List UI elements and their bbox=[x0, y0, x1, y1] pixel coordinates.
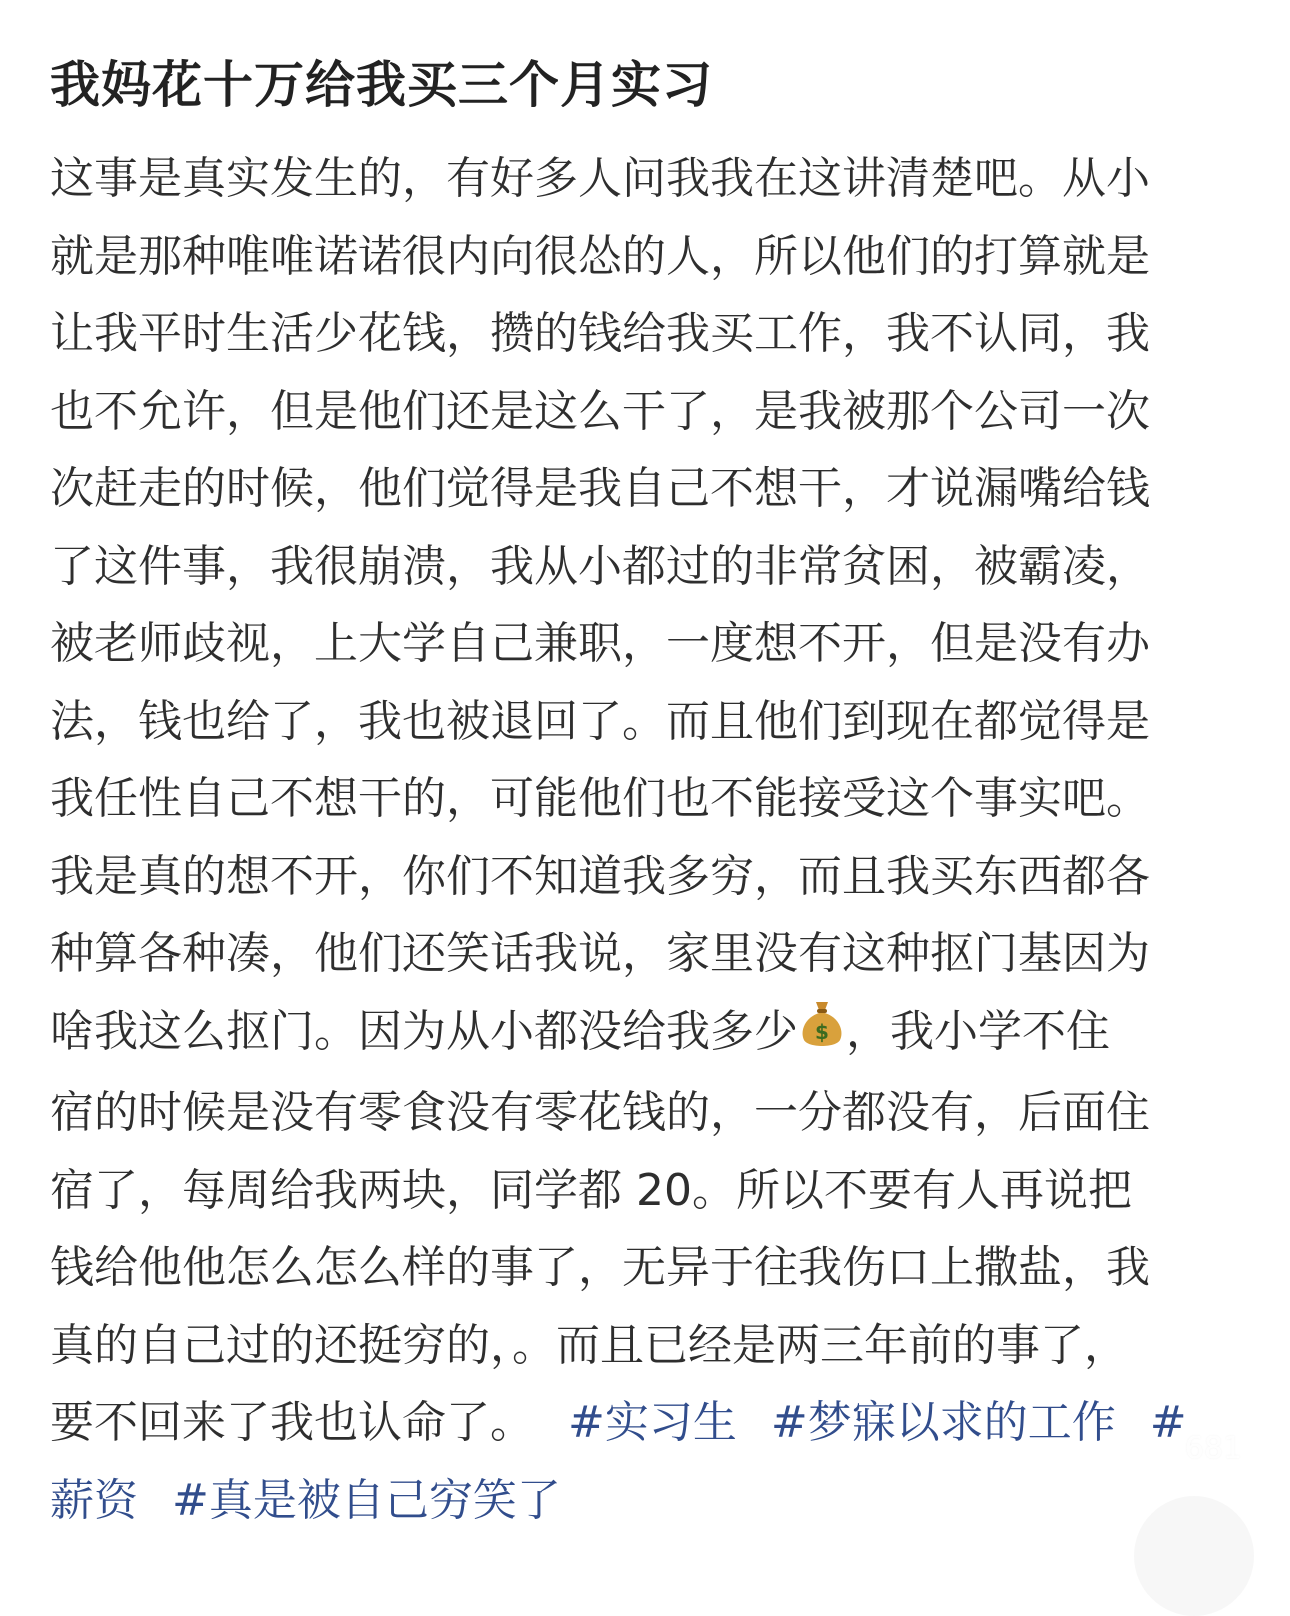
body-line-with-emoji bbox=[50, 993, 1250, 1075]
body-text: 啥我这么抠门。因为从小都没给我多少 bbox=[50, 1005, 798, 1057]
svg-text:$: $ bbox=[815, 1019, 829, 1044]
post-body bbox=[50, 140, 1250, 1539]
body-line: 种算各种凑，他们还笑话我说，家里没有这种抠门基因为 bbox=[50, 928, 1150, 979]
floating-button[interactable] bbox=[1134, 1496, 1254, 1616]
body-line-with-tags bbox=[50, 1384, 1250, 1462]
hashtag-link[interactable]: #梦寐以求的工作 bbox=[770, 1397, 1116, 1448]
post bbox=[50, 52, 1250, 1539]
body-line: 就是那种唯唯诺诺很内向很怂的人，所以他们的打算就是 bbox=[50, 230, 1150, 282]
post-title: 我妈花十万给我买三个月实习 bbox=[50, 56, 713, 114]
hashtag-link[interactable]: #实习生 bbox=[568, 1397, 737, 1448]
body-line: 宿的时候是没有零食没有零花钱的，一分都没有，后面住 bbox=[50, 1087, 1150, 1138]
body-line-tags bbox=[50, 1462, 1250, 1540]
body-line: 这事是真实发生的，有好多人问我我在这讲清楚吧。从小 bbox=[50, 153, 1150, 204]
hashtag-link[interactable]: # bbox=[1149, 1397, 1187, 1448]
body-line: 次赶走的时候，他们觉得是我自己不想干，才说漏嘴给钱 bbox=[50, 463, 1150, 514]
hashtag-link[interactable]: 薪资 bbox=[50, 1474, 138, 1526]
body-line: 钱给他他怎么怎么样的事了，无异于往我伤口上撒盐，我 bbox=[50, 1242, 1150, 1293]
body-line: 我任性自己不想干的，可能他们也不能接受这个事实吧。 bbox=[50, 773, 1150, 824]
money-bag-icon bbox=[798, 997, 846, 1075]
body-line: 真的自己过的还挺穷的，。而且已经是两三年前的事了， bbox=[50, 1319, 1128, 1371]
body-line: 让我平时生活少花钱，攒的钱给我买工作，我不认同，我 bbox=[50, 308, 1150, 359]
body-line: 宿了，每周给我两块，同学都 20。所以不要有人再说把 bbox=[50, 1164, 1132, 1216]
body-line: 我是真的想不开，你们不知道我多穷，而且我买东西都各 bbox=[50, 850, 1150, 902]
body-line: 也不允许，但是他们还是这么干了，是我被那个公司一次 bbox=[50, 385, 1150, 437]
body-line: 了这件事，我很崩溃，我从小都过的非常贫困，被霸凌， bbox=[50, 540, 1150, 592]
body-text: ，我小学不住 bbox=[846, 1005, 1110, 1057]
watermark: 681 bbox=[1184, 1431, 1242, 1466]
hashtag-link[interactable]: #真是被自己穷笑了 bbox=[172, 1474, 561, 1526]
body-line: 法，钱也给了，我也被退回了。而且他们到现在都觉得是 bbox=[50, 695, 1150, 747]
body-line: 被老师歧视，上大学自己兼职，一度想不开，但是没有办 bbox=[50, 618, 1150, 669]
body-text: 要不回来了我也认命了。 bbox=[50, 1397, 534, 1448]
